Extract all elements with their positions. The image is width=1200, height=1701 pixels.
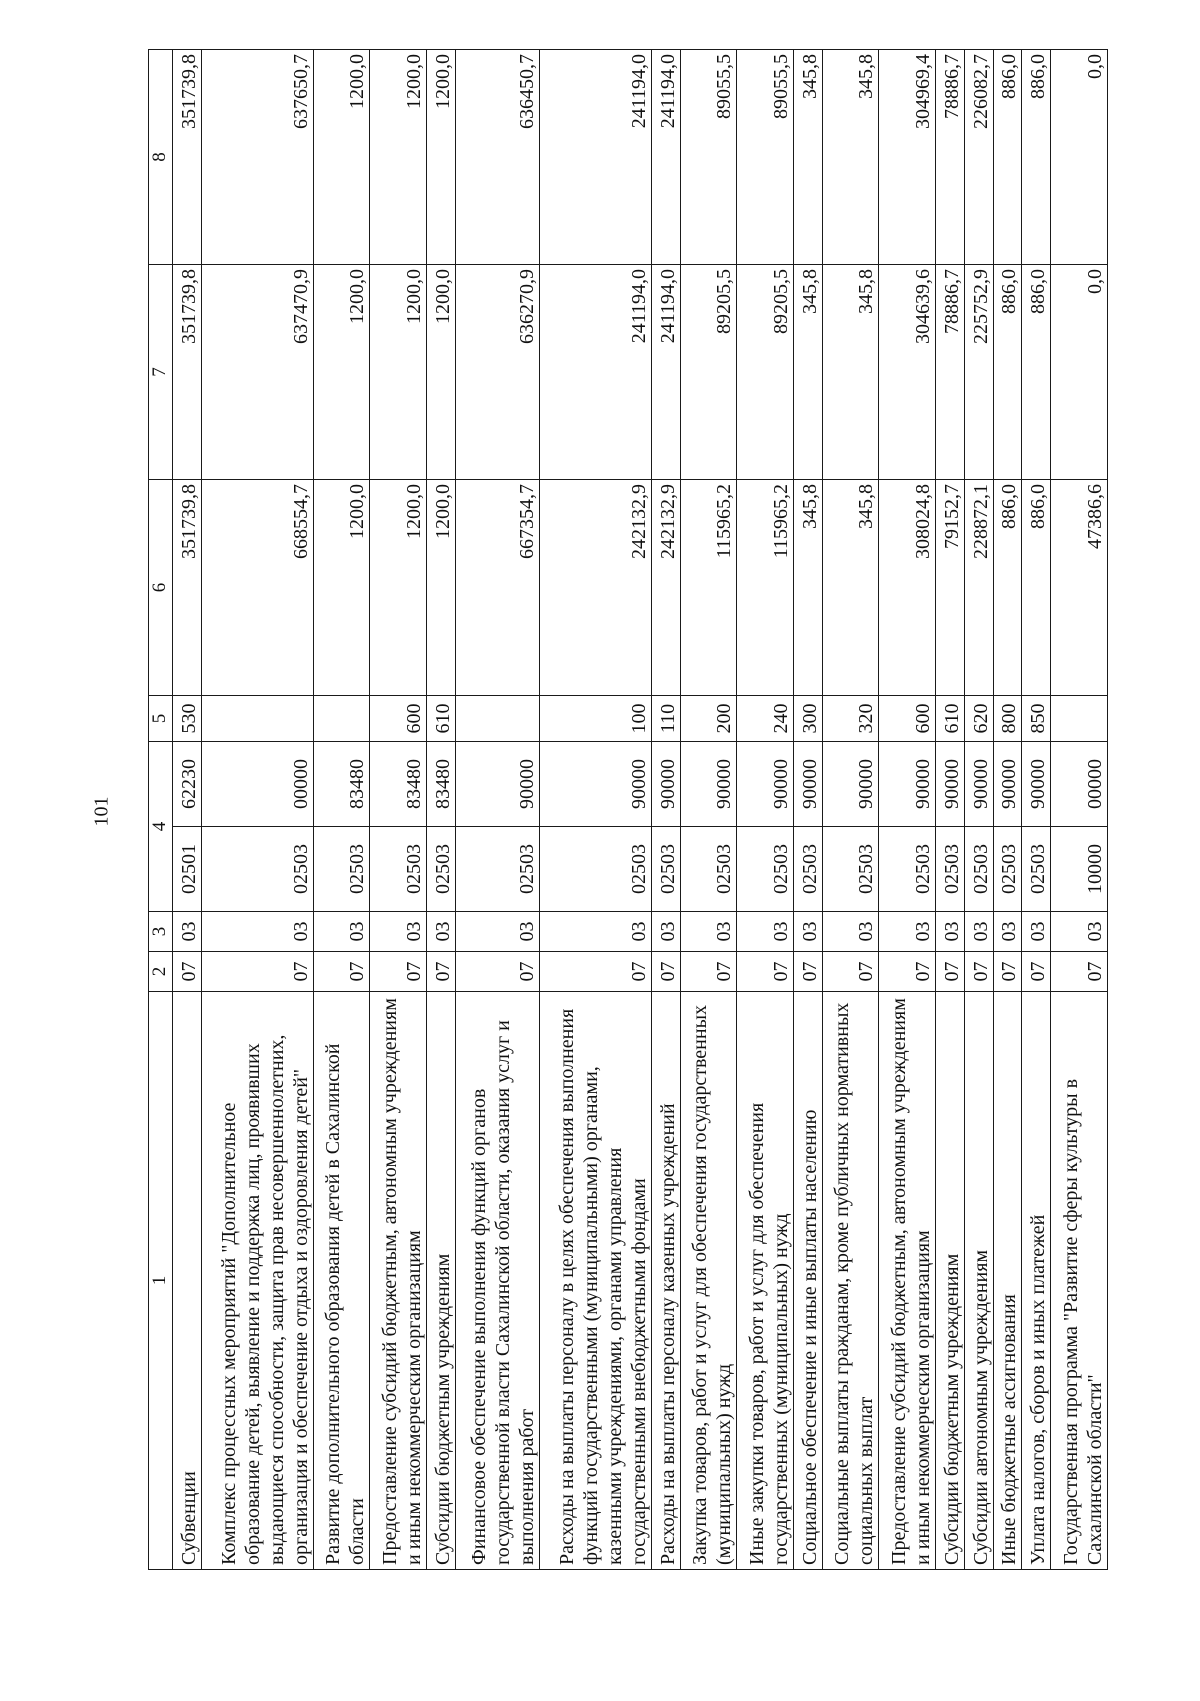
subsection-code: 03 <box>426 912 455 952</box>
direction-code: 83480 <box>426 742 455 827</box>
section-code: 07 <box>964 952 993 992</box>
amount-col8: 1200,0 <box>313 50 370 265</box>
section-code: 07 <box>201 952 313 992</box>
section-code: 07 <box>680 952 737 992</box>
subsection-code: 03 <box>370 912 427 952</box>
header-row <box>149 50 173 1570</box>
program-code: 02503 <box>964 827 993 912</box>
table-row <box>539 50 651 1570</box>
expense-type-code: 600 <box>370 696 427 742</box>
direction-code: 90000 <box>651 742 680 827</box>
expense-type-code: 240 <box>737 696 794 742</box>
program-code: 02503 <box>370 827 427 912</box>
amount-col6: 115965,2 <box>737 480 794 696</box>
header-cell-4: 4 <box>149 742 173 912</box>
program-code: 02503 <box>313 827 370 912</box>
subsection-code: 03 <box>793 912 822 952</box>
row-name: Расходы на выплаты персоналу в целях обеспечения выполнения функций государственными (муниципальными) органами, казенными учреждениями, органами управления государственными внебюджетными фондами <box>539 992 651 1570</box>
section-code: 07 <box>793 952 822 992</box>
amount-col6: 668554,7 <box>201 480 313 696</box>
subsection-code: 03 <box>539 912 651 952</box>
amount-col7: 1200,0 <box>370 265 427 480</box>
direction-code: 00000 <box>201 742 313 827</box>
header-cell-5: 5 <box>149 696 173 742</box>
amount-col7: 304639,6 <box>879 265 936 480</box>
expense-type-code: 300 <box>793 696 822 742</box>
amount-col6: 345,8 <box>822 480 879 696</box>
subsection-code: 03 <box>964 912 993 952</box>
subsection-code: 03 <box>935 912 964 952</box>
amount-col6: 1200,0 <box>313 480 370 696</box>
table-row <box>426 50 455 1570</box>
program-code: 02503 <box>993 827 1022 912</box>
subsection-code: 03 <box>1022 912 1051 952</box>
amount-col8: 886,0 <box>1022 50 1051 265</box>
section-code: 07 <box>426 952 455 992</box>
expense-type-code <box>455 696 539 742</box>
amount-col7: 89205,5 <box>680 265 737 480</box>
direction-code: 90000 <box>993 742 1022 827</box>
header-cell-3: 3 <box>149 912 173 952</box>
row-name: Субсидии бюджетным учреждениям <box>426 992 455 1570</box>
direction-code: 62230 <box>172 742 201 827</box>
amount-col7: 1200,0 <box>426 265 455 480</box>
amount-col8: 89055,5 <box>680 50 737 265</box>
program-code: 02503 <box>793 827 822 912</box>
amount-col8: 304969,4 <box>879 50 936 265</box>
section-code: 07 <box>172 952 201 992</box>
amount-col8: 226082,7 <box>964 50 993 265</box>
subsection-code: 03 <box>822 912 879 952</box>
amount-col6: 242132,9 <box>539 480 651 696</box>
program-code: 02503 <box>822 827 879 912</box>
subsection-code: 03 <box>737 912 794 952</box>
amount-col6: 345,8 <box>793 480 822 696</box>
expense-type-code <box>201 696 313 742</box>
row-name: Финансовое обеспечение выполнения функций органов государственной власти Сахалинской области, оказания услуг и выполнения работ <box>455 992 539 1570</box>
table-row <box>313 50 370 1570</box>
direction-code: 90000 <box>539 742 651 827</box>
expense-type-code: 100 <box>539 696 651 742</box>
amount-col8: 241194,0 <box>651 50 680 265</box>
amount-col8: 345,8 <box>793 50 822 265</box>
expense-type-code: 600 <box>879 696 936 742</box>
subsection-code: 03 <box>651 912 680 952</box>
section-code: 07 <box>822 952 879 992</box>
amount-col8: 1200,0 <box>426 50 455 265</box>
section-code: 07 <box>455 952 539 992</box>
row-name: Предоставление субсидий бюджетным, автономным учреждениям и иным некоммерческим организациям <box>370 992 427 1570</box>
header-cell-7: 7 <box>149 265 173 480</box>
expense-type-code: 800 <box>993 696 1022 742</box>
expense-type-code: 530 <box>172 696 201 742</box>
direction-code: 90000 <box>935 742 964 827</box>
amount-col6: 79152,7 <box>935 480 964 696</box>
amount-col8: 345,8 <box>822 50 879 265</box>
table-row <box>879 50 936 1570</box>
amount-col7: 1200,0 <box>313 265 370 480</box>
program-code: 02503 <box>1022 827 1051 912</box>
subsection-code: 03 <box>172 912 201 952</box>
row-name: Уплата налогов, сборов и иных платежей <box>1022 992 1051 1570</box>
amount-col8: 351739,8 <box>172 50 201 265</box>
program-code: 02503 <box>539 827 651 912</box>
table-row <box>455 50 539 1570</box>
table-row <box>737 50 794 1570</box>
expense-type-code: 320 <box>822 696 879 742</box>
subsection-code: 03 <box>1051 912 1108 952</box>
amount-col8: 0,0 <box>1051 50 1108 265</box>
direction-code: 83480 <box>370 742 427 827</box>
amount-col6: 1200,0 <box>426 480 455 696</box>
direction-code: 90000 <box>455 742 539 827</box>
amount-col7: 886,0 <box>1022 265 1051 480</box>
amount-col6: 115965,2 <box>680 480 737 696</box>
direction-code: 90000 <box>793 742 822 827</box>
expense-type-code: 200 <box>680 696 737 742</box>
header-cell-8: 8 <box>149 50 173 265</box>
amount-col7: 345,8 <box>822 265 879 480</box>
amount-col7: 241194,0 <box>539 265 651 480</box>
expense-type-code: 610 <box>426 696 455 742</box>
amount-col6: 308024,8 <box>879 480 936 696</box>
table-row <box>822 50 879 1570</box>
amount-col8: 241194,0 <box>539 50 651 265</box>
section-code: 07 <box>651 952 680 992</box>
row-name: Субсидии бюджетным учреждениям <box>935 992 964 1570</box>
subsection-code: 03 <box>313 912 370 952</box>
row-name: Субсидии автономным учреждениям <box>964 992 993 1570</box>
amount-col8: 78886,7 <box>935 50 964 265</box>
amount-col6: 886,0 <box>1022 480 1051 696</box>
amount-col7: 89205,5 <box>737 265 794 480</box>
budget-table <box>148 49 1108 1570</box>
direction-code: 90000 <box>737 742 794 827</box>
direction-code: 90000 <box>879 742 936 827</box>
section-code: 07 <box>879 952 936 992</box>
row-name: Развитие дополнительного образования детей в Сахалинской области <box>313 992 370 1570</box>
amount-col6: 228872,1 <box>964 480 993 696</box>
amount-col8: 89055,5 <box>737 50 794 265</box>
program-code: 02503 <box>651 827 680 912</box>
row-name: Предоставление субсидий бюджетным, автономным учреждениям и иным некоммерческим организациям <box>879 992 936 1570</box>
table-row <box>201 50 313 1570</box>
table-row <box>964 50 993 1570</box>
page-number: 101 <box>90 796 113 827</box>
amount-col8: 1200,0 <box>370 50 427 265</box>
amount-col6: 351739,8 <box>172 480 201 696</box>
amount-col8: 886,0 <box>993 50 1022 265</box>
subsection-code: 03 <box>993 912 1022 952</box>
subsection-code: 03 <box>201 912 313 952</box>
expense-type-code: 110 <box>651 696 680 742</box>
rotated-page <box>148 50 1108 1570</box>
program-code: 02503 <box>737 827 794 912</box>
table-row <box>1022 50 1051 1570</box>
section-code: 07 <box>370 952 427 992</box>
table-row <box>370 50 427 1570</box>
expense-type-code: 850 <box>1022 696 1051 742</box>
expense-type-code <box>1051 696 1108 742</box>
expense-type-code <box>313 696 370 742</box>
amount-col7: 345,8 <box>793 265 822 480</box>
header-cell-2: 2 <box>149 952 173 992</box>
amount-col6: 1200,0 <box>370 480 427 696</box>
row-name: Иные закупки товаров, работ и услуг для обеспечения государственных (муниципальных) нужд <box>737 992 794 1570</box>
program-code: 02503 <box>426 827 455 912</box>
section-code: 07 <box>935 952 964 992</box>
expense-type-code: 620 <box>964 696 993 742</box>
direction-code: 90000 <box>822 742 879 827</box>
program-code: 02503 <box>935 827 964 912</box>
direction-code: 83480 <box>313 742 370 827</box>
program-code: 02503 <box>455 827 539 912</box>
amount-col7: 637470,9 <box>201 265 313 480</box>
row-name: Субвенции <box>172 992 201 1570</box>
header-cell-1: 1 <box>149 992 173 1570</box>
table-row <box>680 50 737 1570</box>
amount-col7: 636270,9 <box>455 265 539 480</box>
program-code: 10000 <box>1051 827 1108 912</box>
amount-col7: 78886,7 <box>935 265 964 480</box>
direction-code: 00000 <box>1051 742 1108 827</box>
row-name: Государственная программа "Развитие сферы культуры в Сахалинской области" <box>1051 992 1108 1570</box>
row-name: Социальные выплаты гражданам, кроме публичных нормативных социальных выплат <box>822 992 879 1570</box>
amount-col7: 0,0 <box>1051 265 1108 480</box>
section-code: 07 <box>1051 952 1108 992</box>
row-name: Комплекс процессных мероприятий "Дополнительное образование детей, выявление и поддержка лиц, проявивших выдающиеся способности, защита прав несовершеннолетних, организация и обеспечение отдыха и оздоровления детей" <box>201 992 313 1570</box>
expense-type-code: 610 <box>935 696 964 742</box>
amount-col7: 886,0 <box>993 265 1022 480</box>
subsection-code: 03 <box>455 912 539 952</box>
subsection-code: 03 <box>680 912 737 952</box>
row-name: Закупка товаров, работ и услуг для обеспечения государственных (муниципальных) нужд <box>680 992 737 1570</box>
table-row <box>935 50 964 1570</box>
table-row <box>651 50 680 1570</box>
program-code: 02501 <box>172 827 201 912</box>
amount-col7: 225752,9 <box>964 265 993 480</box>
section-code: 07 <box>1022 952 1051 992</box>
table-row <box>1051 50 1108 1570</box>
amount-col8: 636450,7 <box>455 50 539 265</box>
amount-col6: 47386,6 <box>1051 480 1108 696</box>
amount-col6: 242132,9 <box>651 480 680 696</box>
section-code: 07 <box>737 952 794 992</box>
program-code: 02503 <box>879 827 936 912</box>
direction-code: 90000 <box>964 742 993 827</box>
amount-col7: 241194,0 <box>651 265 680 480</box>
row-name: Иные бюджетные ассигнования <box>993 992 1022 1570</box>
section-code: 07 <box>313 952 370 992</box>
amount-col6: 667354,7 <box>455 480 539 696</box>
amount-col8: 637650,7 <box>201 50 313 265</box>
header-cell-6: 6 <box>149 480 173 696</box>
amount-col7: 351739,8 <box>172 265 201 480</box>
table-row <box>993 50 1022 1570</box>
direction-code: 90000 <box>680 742 737 827</box>
program-code: 02503 <box>201 827 313 912</box>
table-row <box>172 50 201 1570</box>
direction-code: 90000 <box>1022 742 1051 827</box>
section-code: 07 <box>539 952 651 992</box>
table-row <box>793 50 822 1570</box>
program-code: 02503 <box>680 827 737 912</box>
row-name: Расходы на выплаты персоналу казенных учреждений <box>651 992 680 1570</box>
subsection-code: 03 <box>879 912 936 952</box>
row-name: Социальное обеспечение и иные выплаты населению <box>793 992 822 1570</box>
section-code: 07 <box>993 952 1022 992</box>
amount-col6: 886,0 <box>993 480 1022 696</box>
